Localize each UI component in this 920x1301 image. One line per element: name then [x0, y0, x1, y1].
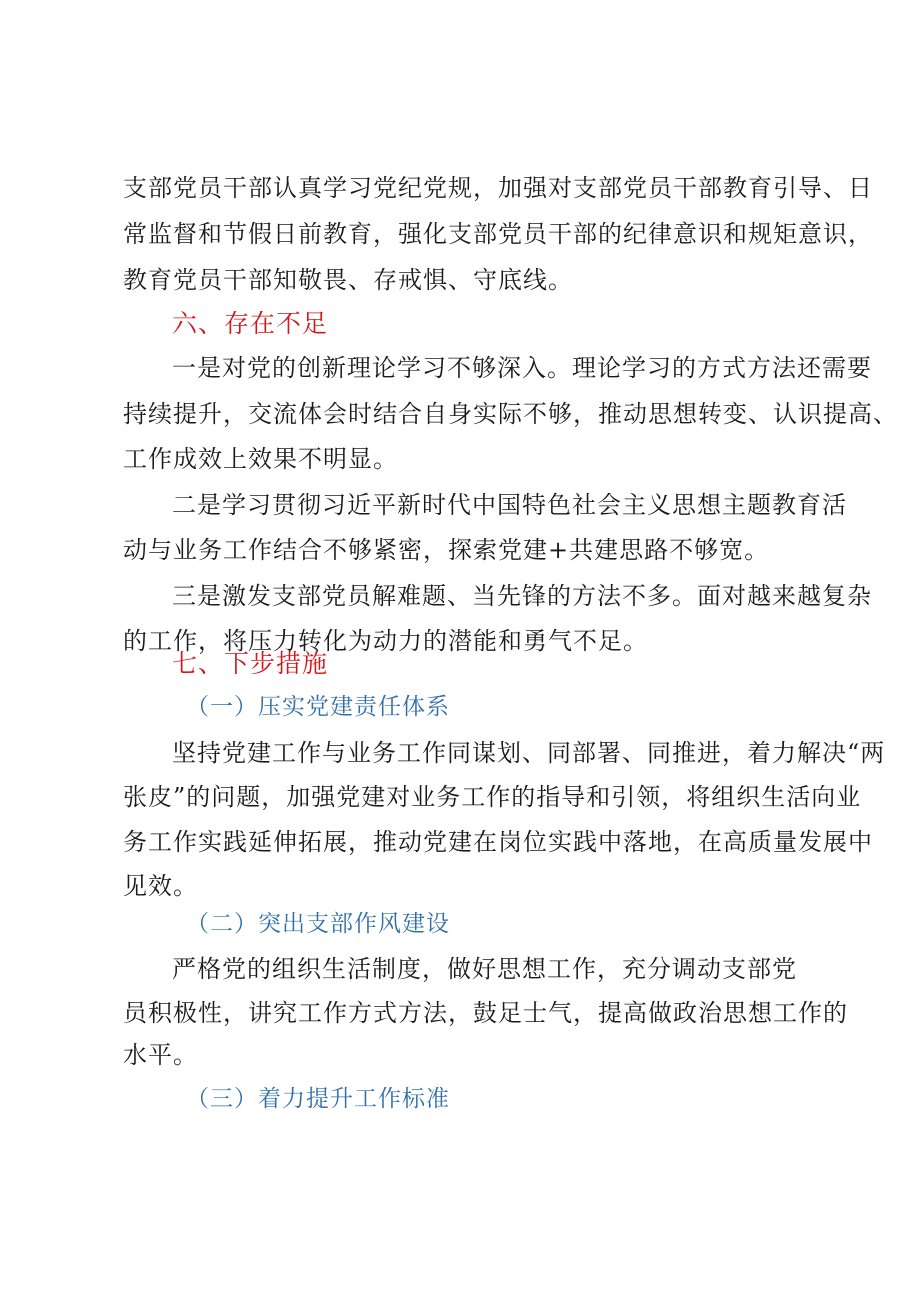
section-heading-6: 六、存在不足: [172, 309, 329, 338]
body-text-line: 张皮”的问题，加强党建对业务工作的指导和引领，将组织生活向业: [123, 783, 862, 811]
body-text-line: 的工作，将压力转化为动力的潜能和勇气不足。: [123, 627, 648, 655]
body-text-line: 支部党员干部认真学习党纪党规，加强对支部党员干部教育引导、日: [123, 174, 873, 202]
body-text-line: 工作成效上效果不明显。: [123, 445, 398, 473]
body-text-line: 教育党员干部知敬畏、存戒惧、守底线。: [123, 266, 573, 294]
body-text-line: 二是学习贯彻习近平新时代中国特色社会主义思想主题教育活: [172, 491, 847, 519]
body-text-line: 坚持党建工作与业务工作同谋划、同部署、同推进，着力解决“两: [172, 739, 886, 767]
body-text-line: 常监督和节假日前教育，强化支部党员干部的纪律意识和规矩意识，: [123, 220, 873, 248]
subsection-title-1: （一）压实党建责任体系: [186, 694, 450, 720]
subsection-title-2: （二）突出支部作风建设: [186, 911, 450, 937]
body-text-line: 员积极性，讲究工作方式方法，鼓足士气，提高做政治思想工作的: [123, 999, 848, 1027]
body-text-line: 一是对党的创新理论学习不够深入。理论学习的方式方法还需要: [172, 354, 872, 382]
body-text-line: 见效。: [123, 872, 198, 900]
body-text-line: 持续提升，交流体会时结合自身实际不够，推动思想转变、认识提高、: [123, 400, 898, 428]
body-text-line: 务工作实践延伸拓展，推动党建在岗位实践中落地，在高质量发展中: [123, 828, 873, 856]
body-text-line: 水平。: [123, 1041, 198, 1069]
subsection-title-3: （三）着力提升工作标准: [186, 1086, 450, 1112]
section-heading-7: 七、下步措施: [172, 649, 329, 678]
body-text-line: 三是激发支部党员解难题、当先锋的方法不多。面对越来越复杂: [172, 582, 872, 610]
body-text-line: 动与业务工作结合不够紧密，探索党建+共建思路不够宽。: [123, 536, 770, 564]
body-text-line: 严格党的组织生活制度，做好思想工作，充分调动支部党: [172, 955, 797, 983]
